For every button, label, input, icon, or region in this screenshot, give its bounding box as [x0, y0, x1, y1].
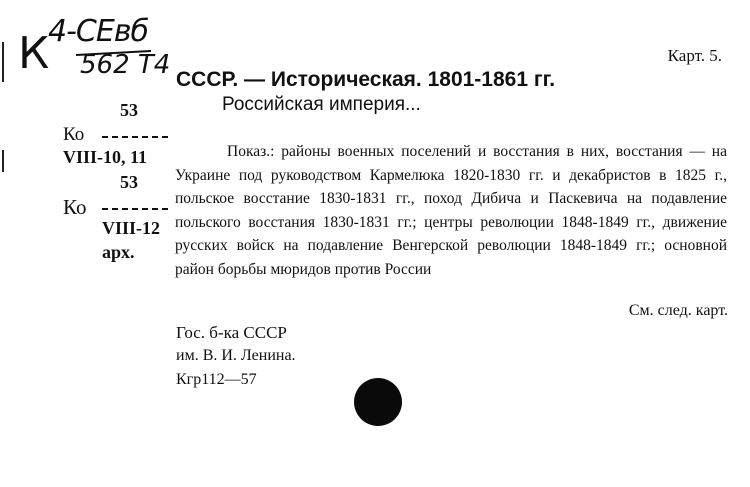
library-name: Гос. б-ка СССР: [176, 323, 287, 342]
punch-hole: [354, 378, 402, 426]
shelfmark-letter: К: [18, 28, 50, 79]
classification-prefix: Ко: [63, 195, 87, 219]
classification-number: 53: [120, 100, 138, 120]
shelfmark-top: 4-СЕвб: [48, 14, 148, 49]
library-name-continued: им. В. И. Ленина.: [176, 347, 296, 364]
library-code: Кгр112—57: [176, 371, 257, 388]
classification-note: арх.: [102, 242, 135, 262]
left-edge-mark: [2, 42, 4, 82]
left-edge-mark: [2, 150, 4, 172]
card-subtitle: Российская империя...: [222, 94, 421, 115]
classification-number: 53: [120, 172, 138, 192]
card-description: [175, 140, 727, 281]
card-number: Карт. 5.: [667, 46, 722, 65]
classification-rule: [102, 136, 168, 139]
classification-code: VIII-10, 11: [63, 147, 148, 167]
card-title: СССР. — Историческая. 1801-1861 гг.: [176, 68, 556, 91]
classification-prefix: Ко: [63, 124, 85, 145]
classification-code: VIII-12: [102, 218, 161, 238]
see-also-note: См. след. карт.: [628, 302, 728, 319]
classification-rule: [102, 208, 168, 211]
shelfmark-bottom: 562 Т4: [80, 50, 171, 80]
description-text: Показ.: районы военных поселений и восстания в них, восстания — на Украине под руководством Кармелюка 1820-1830 гг. и декабристов в 1825 г., польское восстание 1830-1831 гг., поход Дибича и Паскевича на подавление польского восстания 1830-1831 гг.; центры революции 1848-1849 гг., движение русских войск на подавление Венгерской революции 1848-1849 гг.; основной район борьбы мюридов против России: [175, 143, 727, 278]
